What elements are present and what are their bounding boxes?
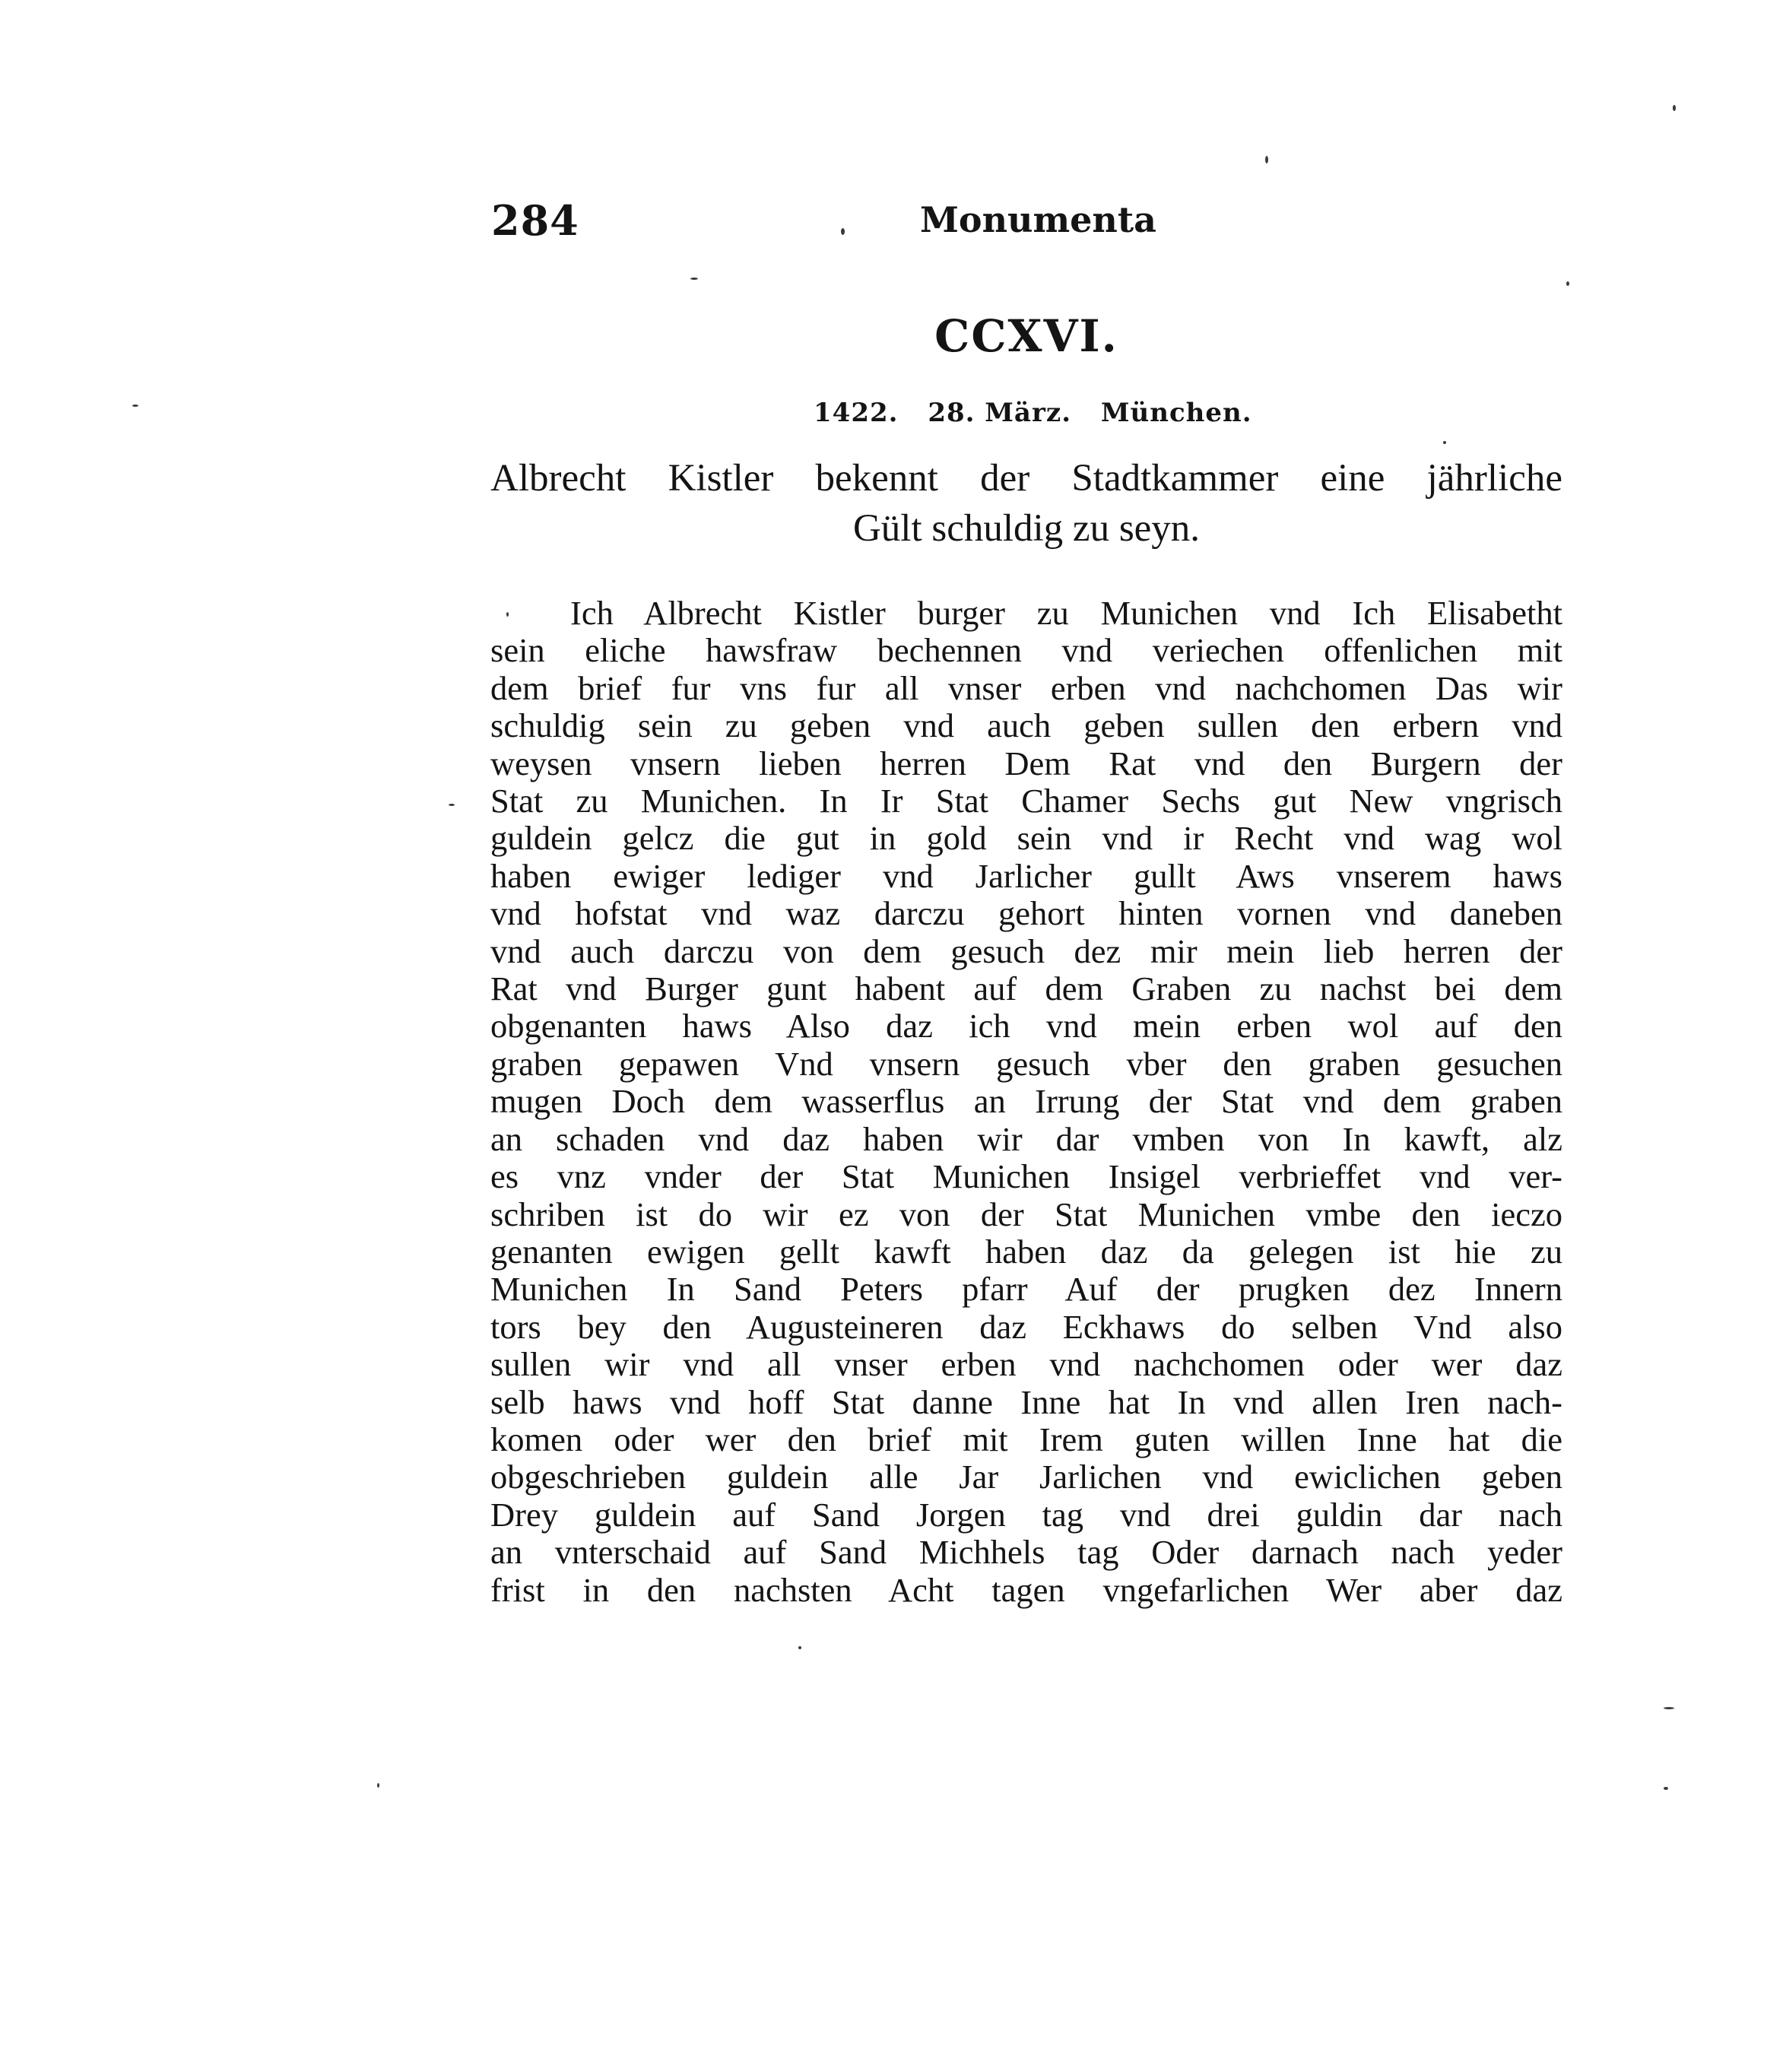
scan-speck [1265, 156, 1268, 163]
scan-speck [841, 228, 845, 235]
body-line: sein eliche hawsfraw bechennen vnd veriechen offenlichen mit [490, 631, 1562, 670]
scan-speck [506, 612, 509, 617]
body-line: mugen Doch dem wasserflus an Irrung der Stat vnd dem graben [490, 1082, 1562, 1121]
body-line: Stat zu Munichen. In Ir Stat Chamer Sechs gut New vngrisch [490, 782, 1562, 820]
body-line: komen oder wer den brief mit Irem guten willen Inne hat die [490, 1420, 1562, 1458]
scan-speck [798, 1646, 801, 1649]
body-line: frist in den nachsten Acht tagen vngefarlichen Wer aber daz [490, 1570, 1562, 1609]
scan-speck [377, 1783, 379, 1788]
body-line: schuldig sein zu geben vnd auch geben sullen den erbern vnd [490, 706, 1562, 745]
scan-speck [1664, 1787, 1668, 1790]
scan-speck [1673, 105, 1676, 111]
body-line: graben gepawen Vnd vnsern gesuch vber den graben gesuchen [490, 1044, 1562, 1083]
date-place: München. [1100, 398, 1252, 428]
body-line: tors bey den Augusteineren daz Eckhaws do selben Vnd also [490, 1307, 1562, 1346]
document-date [814, 398, 1272, 428]
body-line: Rat vnd Burger gunt habent auf dem Graben zu nachst bei dem [490, 969, 1562, 1008]
body-line: selb haws vnd hoff Stat danne Inne hat In vnd allen Iren nach- [490, 1382, 1562, 1421]
body-line: Drey guldein auf Sand Jorgen tag vnd drei guldin dar nach [490, 1495, 1562, 1534]
body-line: genanten ewigen gellt kawft haben daz da gelegen ist hie zu [490, 1232, 1562, 1271]
body-line: vnd auch darczu von dem gesuch dez mir mein lieb herren der [490, 931, 1562, 970]
scan-speck [132, 405, 138, 407]
document-heading [490, 453, 1562, 554]
document-body [490, 595, 1562, 1609]
scan-speck [1566, 281, 1569, 286]
body-line: haben ewiger lediger vnd Jarlicher gullt Aws vnserem haws [490, 856, 1562, 895]
body-line: weysen vnsern lieben herren Dem Rat vnd den Burgern der [490, 744, 1562, 782]
body-line: schriben ist do wir ez von der Stat Munichen vmbe den ieczo [490, 1195, 1562, 1233]
body-line: sullen wir vnd all vnser erben vnd nachchomen oder wer daz [490, 1345, 1562, 1384]
body-line: an schaden vnd daz haben wir dar vmben von In kawft, alz [490, 1119, 1562, 1158]
date-year: 1422. [814, 398, 899, 428]
running-title: Monumenta [920, 199, 1156, 240]
date-day-month: 28. März. [928, 398, 1072, 428]
heading-line: Albrecht Kistler bekennt der Stadtkammer eine jährliche [490, 457, 1562, 500]
body-line: obgeschrieben guldein alle Jar Jarlichen vnd ewiclichen geben [490, 1458, 1562, 1496]
scan-speck [449, 804, 455, 806]
body-line: an vnterschaid auf Sand Michhels tag Oder darnach nach yeder [490, 1533, 1562, 1572]
body-line: dem brief fur vns fur all vnser erben vnd nachchomen Das wir [490, 668, 1562, 707]
body-line: obgenanten haws Also daz ich vnd mein erben wol auf den [490, 1007, 1562, 1046]
scan-speck [1664, 1707, 1674, 1709]
body-line: es vnz vnder der Stat Munichen Insigel verbrieffet vnd ver- [490, 1157, 1562, 1196]
page-number: 284 [491, 196, 579, 245]
body-line: guldein gelcz die gut in gold sein vnd ir Recht vnd wag wol [490, 819, 1562, 858]
document-number: CCXVI. [934, 310, 1118, 362]
scan-speck [1443, 441, 1446, 444]
body-line: Munichen In Sand Peters pfarr Auf der prugken dez Innern [490, 1270, 1562, 1309]
body-line: vnd hofstat vnd waz darczu gehort hinten vornen vnd daneben [490, 894, 1562, 933]
body-line: Ich Albrecht Kistler burger zu Munichen vnd Ich Elisabetht [570, 594, 1562, 632]
scan-speck [690, 278, 698, 280]
heading-line: Gült schuldig zu seyn. [852, 507, 1201, 550]
